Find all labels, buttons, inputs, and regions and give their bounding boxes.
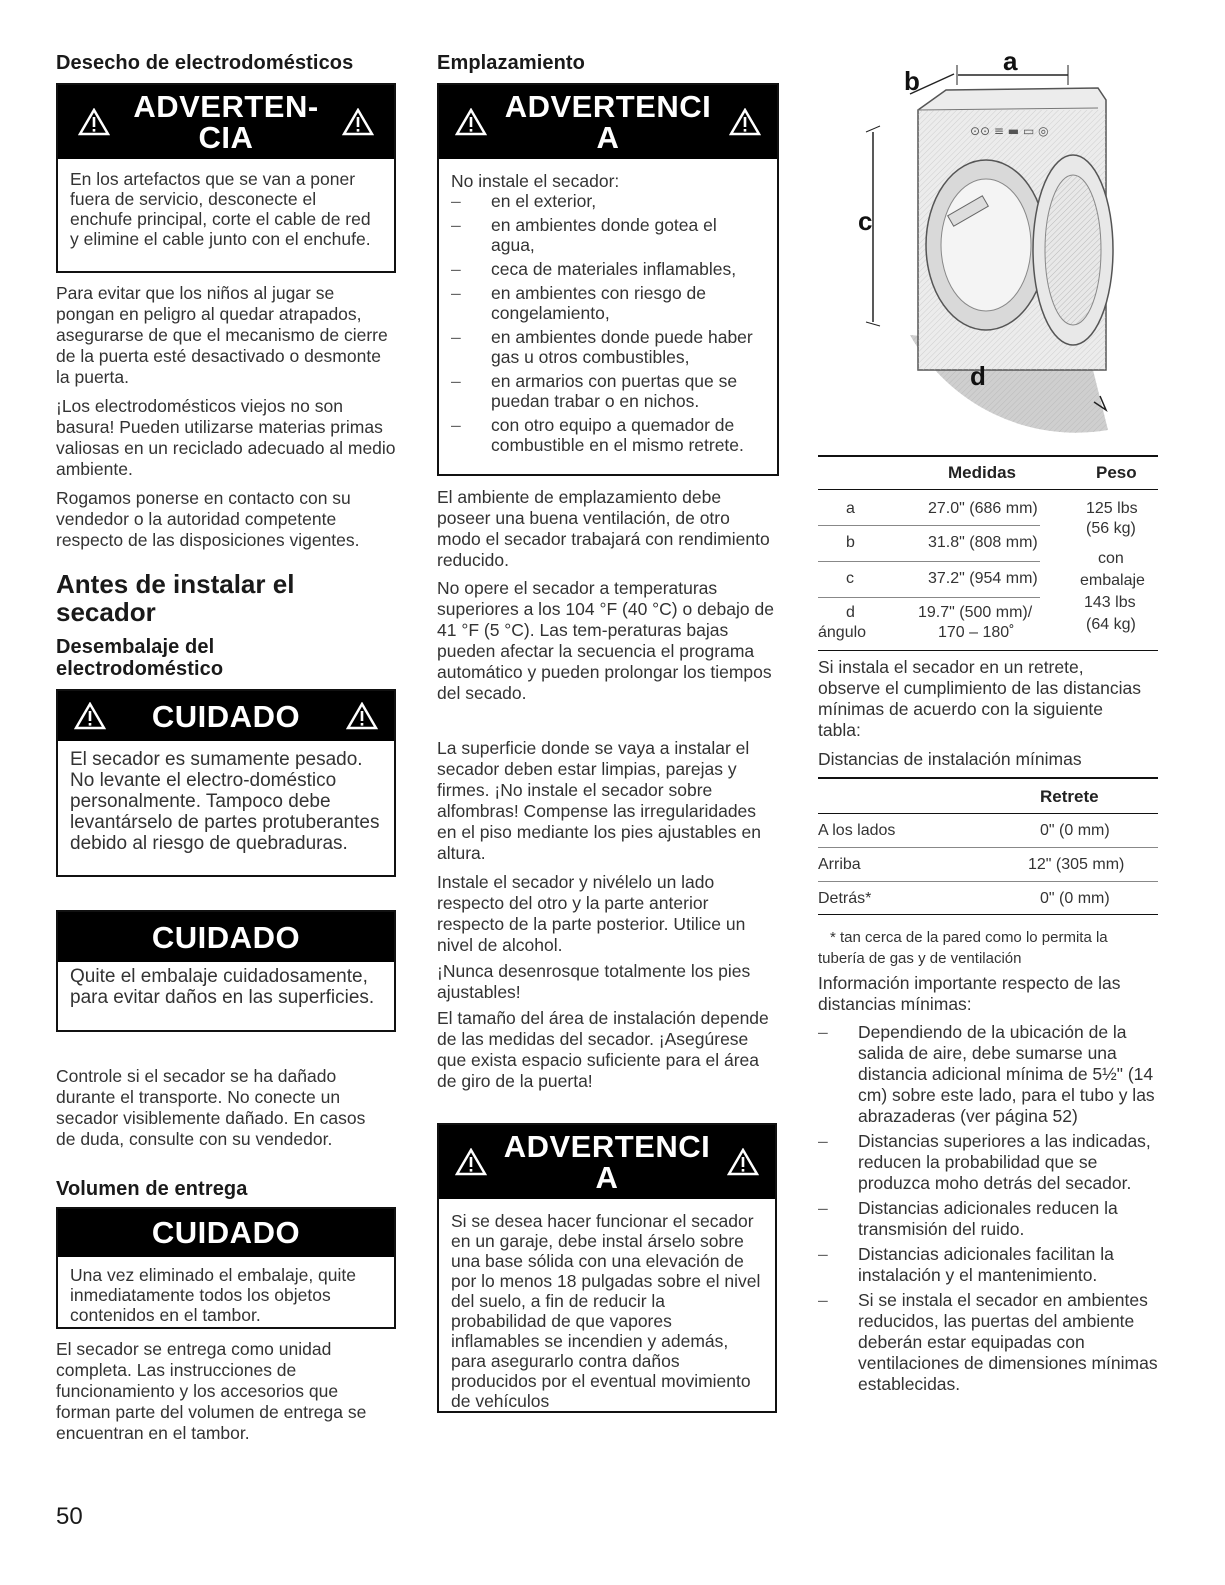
paragraph: Distancias de instalación mínimas <box>818 749 1082 769</box>
paragraph: ¡Nunca desenrosque totalmente los pies ajustables! <box>437 961 751 1002</box>
row-key: Arriba <box>818 856 861 873</box>
paragraph: ¡Los electrodomésticos viejos no son basura! Pueden utilizarse materias primas valiosas en un reciclado adecuado al medio ambiente. <box>56 396 396 479</box>
warning-text: Si se desea hacer funcionar el secador en un garaje, debe instal árselo sobre una base sólida con una elevación de por lo menos 18 pulgadas sobre el nivel del suelo, a fin de reducir la probabilidad de que vapores inflamables se incendien y además, para asegurarlo contra daños producidos por el eventual movimiento de vehículos <box>451 1211 761 1411</box>
caution-header <box>58 912 394 962</box>
warning-box-desecho <box>56 83 396 273</box>
warning-list <box>439 191 777 455</box>
list-item: – Dependiendo de la ubicación de la salida de aire, debe sumarse una distancia adicional mínima de 5½" (14 cm) sobre este lado, para el tubo y las abrazaderas (ver página 52) <box>818 1022 1158 1127</box>
row-value: 0" (0 mm) <box>1040 822 1110 839</box>
caution-box-unpacking <box>56 689 396 877</box>
weight-value: 143 lbs <box>1084 594 1136 611</box>
warning-title-line2: A <box>595 1160 619 1195</box>
warning-triangle-icon <box>342 108 374 136</box>
caution-title: CUIDADO <box>151 699 301 734</box>
heading-desembalaje: Desembalaje del electrodoméstico <box>56 636 224 680</box>
warning-title-line1: ADVERTEN- <box>133 89 319 124</box>
header-medidas: Medidas <box>948 463 1017 482</box>
row-key: ángulo <box>818 624 867 641</box>
warning-text: En los artefactos que se van a poner fuera de servicio, desconecte el enchufe principal, corte el cable de red y elimine el cable junto con el enchufe. <box>70 169 371 249</box>
list-item: – Distancias adicionales facilitan la instalación y el mantenimiento. <box>818 1244 1158 1286</box>
warning-title-line2: A <box>596 120 620 155</box>
row-key: c <box>846 570 854 587</box>
paragraph: El ambiente de emplazamiento debe poseer una buena ventilación, de otro modo el secador trabajará con rendimiento reducido. <box>437 487 770 570</box>
warning-triangle-icon <box>74 702 106 730</box>
footnote-line: tubería de gas y de ventilación <box>818 950 1022 967</box>
weight-note: embalaje <box>1080 572 1145 589</box>
paragraph: Si instala el secador en un retrete, observe el cumplimiento de las distancias mínimas de acuerdo con la siguiente tabla: <box>818 657 1141 740</box>
row-key: a <box>846 500 855 517</box>
list-item: – ceca de materiales inflamables, <box>451 259 765 279</box>
list-item: – en ambientes con riesgo de congelamiento, <box>451 283 765 323</box>
warning-box-garage <box>437 1123 777 1413</box>
row-value: 12" (305 mm) <box>1028 856 1125 873</box>
label-a: a <box>1003 50 1018 76</box>
warning-header <box>439 85 777 159</box>
warning-title-line1: ADVERTENCI <box>504 89 712 124</box>
weight-value: (64 kg) <box>1086 616 1136 633</box>
weight-value: 125 lbs <box>1086 500 1138 517</box>
warning-triangle-icon <box>729 108 761 136</box>
warning-intro: No instale el secador: <box>451 171 620 191</box>
paragraph: Instale el secador y nivélelo un lado respecto del otro y la parte anterior respecto de la parte posterior. Utilice un nivel de alcohol. <box>437 872 746 955</box>
header-peso: Peso <box>1096 463 1137 482</box>
list-item: – con otro equipo a quemador de combustible en el mismo retrete. <box>451 415 765 455</box>
list-item: – Distancias superiores a las indicadas, reducen la probabilidad que se produzca moho detrás del secador. <box>818 1131 1158 1194</box>
list-item: – Si se instala el secador en ambientes reducidos, las puertas del ambiente deberán estar equipadas con ventilaciones de dimensiones mínimas establecidas. <box>818 1290 1158 1395</box>
caution-header <box>58 1209 394 1257</box>
list-item: – en ambientes donde puede haber gas u otros combustibles, <box>451 327 765 367</box>
warning-header <box>439 1125 775 1199</box>
heading-desecho: Desecho de electrodomésticos <box>56 52 354 74</box>
caution-header <box>58 691 394 741</box>
warning-triangle-icon <box>78 108 110 136</box>
row-value: 27.0" (686 mm) <box>928 500 1038 517</box>
caution-text: Una vez eliminado el embalaje, quite inmediatamente todos los objetos contenidos en el tambor. <box>70 1265 356 1325</box>
dryer-dimensions-figure <box>858 50 1158 440</box>
paragraph: El secador se entrega como unidad completa. Las instrucciones de funcionamiento y los accesorios que forman parte del volumen de entrega se encuentran en el tambor. <box>56 1339 367 1443</box>
weight-value: (56 kg) <box>1086 520 1136 537</box>
list-item: – Distancias adicionales reducen la transmisión del ruido. <box>818 1198 1158 1240</box>
warning-triangle-icon <box>727 1148 759 1176</box>
warning-title-line2: CIA <box>198 120 254 155</box>
paragraph: Para evitar que los niños al jugar se pongan en peligro al quedar atrapados, asegurarse de que el mecanismo de cierre de la puerta esté desactivado o desmonte la puerta. <box>56 283 388 387</box>
heading-emplazamiento: Emplazamiento <box>437 52 585 74</box>
heading-antes-de-instalar: Antes de instalar el secador <box>56 569 295 627</box>
warning-header <box>58 85 394 159</box>
row-key: Detrás* <box>818 890 872 907</box>
row-key: d <box>846 604 855 621</box>
row-key: A los lados <box>818 822 896 839</box>
page-number: 50 <box>56 1503 83 1530</box>
dimensions-body <box>818 490 1158 650</box>
heading-volumen: Volumen de entrega <box>56 1178 248 1200</box>
clearances-table <box>818 777 1158 969</box>
paragraph: Controle si el secador se ha dañado durante el transporte. No conecte un secador visiblemente dañado. En casos de duda, consulte con su vendedor. <box>56 1066 366 1149</box>
footnote-line: * tan cerca de la pared como lo permita la <box>830 929 1108 946</box>
weight-note: con <box>1098 550 1124 567</box>
label-b: b <box>904 66 920 96</box>
warning-triangle-icon <box>455 1148 487 1176</box>
caution-title: CUIDADO <box>151 920 301 955</box>
caution-box-contents <box>56 1207 396 1329</box>
row-value: 170 – 180˚ <box>938 624 1015 641</box>
list-item: – en armarios con puertas que se puedan trabar o en nichos. <box>451 371 765 411</box>
label-c: c <box>858 206 873 236</box>
paragraph: La superficie donde se vaya a instalar el secador deben estar limpias, parejas y firmes. ¡No instale el secador sobre alfombras! Compense las irregularidades en el piso mediante los pies ajustables en altura. <box>437 738 761 863</box>
caution-box-packaging <box>56 910 396 1032</box>
caution-title: CUIDADO <box>151 1215 301 1250</box>
paragraph: No opere el secador a temperaturas superiores a los 104 °F (40 °C) o debajo de 41 °F (5 °C). Las tem-peraturas bajas pueden afectar la secuencia el programa automático y pueden prolongar los tiempos del secado. <box>437 578 774 703</box>
caution-text: Quite el embalaje cuidadosamente, para evitar daños en las superficies. <box>70 966 375 1008</box>
warning-triangle-icon <box>455 108 487 136</box>
caution-text: El secador es sumamente pesado. No levante el electro-doméstico personalmente. Tampoco debe levantárselo de partes protuberantes debido al riesgo de quebraduras. <box>70 749 380 854</box>
paragraph: Información importante respecto de las distancias mínimas: <box>818 973 1121 1014</box>
row-value: 31.8" (808 mm) <box>928 534 1038 551</box>
row-key: b <box>846 534 855 551</box>
paragraph: Rogamos ponerse en contacto con su vendedor o la autoridad competente respecto de las disposiciones vigentes. <box>56 488 360 550</box>
dimensions-table <box>818 455 1158 651</box>
row-value: 0" (0 mm) <box>1040 890 1110 907</box>
row-value: 37.2" (954 mm) <box>928 570 1038 587</box>
label-d: d <box>970 361 986 391</box>
svg-text:⊙⊙ ≡ ▬ ▭ ◎: ⊙⊙ ≡ ▬ ▭ ◎ <box>970 124 1049 138</box>
list-item: – en ambientes donde gotea el agua, <box>451 215 765 255</box>
warning-box-location <box>437 83 779 476</box>
clearance-notes-list <box>818 1022 1158 1399</box>
row-value: 19.7" (500 mm)/ <box>918 604 1033 621</box>
header-retrete: Retrete <box>1040 787 1099 806</box>
warning-triangle-icon <box>346 702 378 730</box>
paragraph: El tamaño del área de instalación depende de las medidas del secador. ¡Asegúrese que exista espacio suficiente para el área de giro de la puerta! <box>437 1008 769 1091</box>
warning-title-line1: ADVERTENCI <box>503 1129 711 1164</box>
list-item: – en el exterior, <box>451 191 765 211</box>
footnote <box>818 915 1158 969</box>
